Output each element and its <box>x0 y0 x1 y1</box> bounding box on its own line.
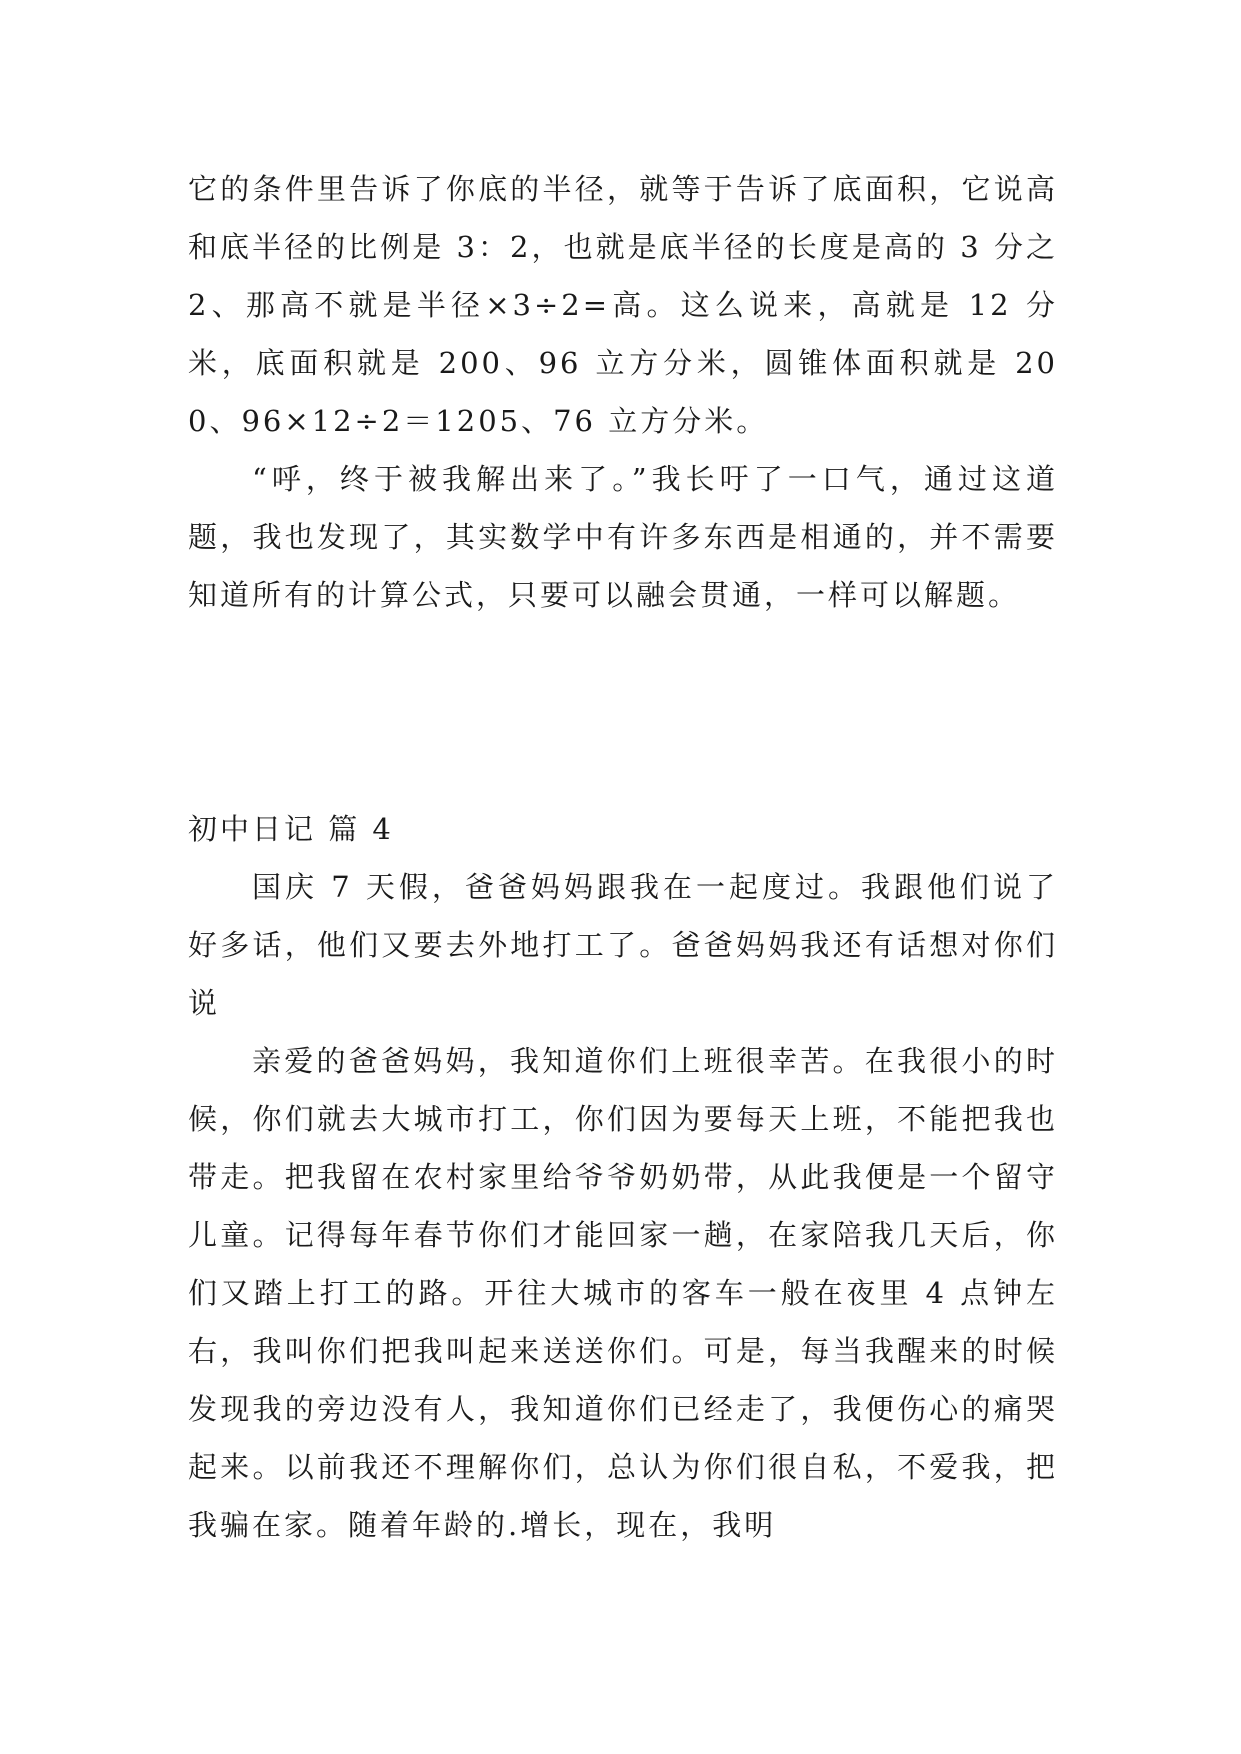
top-text-block <box>188 160 1058 624</box>
paragraph-national-day: 国庆 7 天假，爸爸妈妈跟我在一起度过。我跟他们说了好多话，他们又要去外地打工了。爸爸妈妈我还有话想对你们说 <box>188 870 1058 1020</box>
diary-text-block <box>188 858 1058 1554</box>
paragraph-conclusion: “呼，终于被我解出来了。”我长吁了一口气，通过这道题，我也发现了，其实数学中有许多东西是相通的，并不需要知道所有的计算公式，只要可以融会贯通，一样可以解题。 <box>188 462 1058 612</box>
section-heading: 初中日记 篇 4 <box>188 812 394 846</box>
paragraph-geometry-solution: 它的条件里告诉了你底的半径，就等于告诉了底面积，它说高和底半径的比例是 3：2，也就是底半径的长度是高的 3 分之 2、那高不就是半径×3÷2=高。这么说来，高就是 12 分米，底面积就是 200、96 立方分米，圆锥体面积就是 200、96×12÷2＝1205、76 立方分米。 <box>188 172 1058 438</box>
paragraph-letter-to-parents: 亲爱的爸爸妈妈，我知道你们上班很幸苦。在我很小的时候，你们就去大城市打工，你们因为要每天上班，不能把我也带走。把我留在农村家里给爷爷奶奶带，从此我便是一个留守儿童。记得每年春节你们才能回家一趟，在家陪我几天后，你们又踏上打工的路。开往大城市的客车一般在夜里 4 点钟左右，我叫你们把我叫起来送送你们。可是，每当我醒来的时候发现我的旁边没有人，我知道你们已经走了，我便伤心的痛哭起来。以前我还不理解你们，总认为你们很自私，不爱我，把我骗在家。随着年龄的.增长，现在，我明 <box>188 1044 1058 1542</box>
